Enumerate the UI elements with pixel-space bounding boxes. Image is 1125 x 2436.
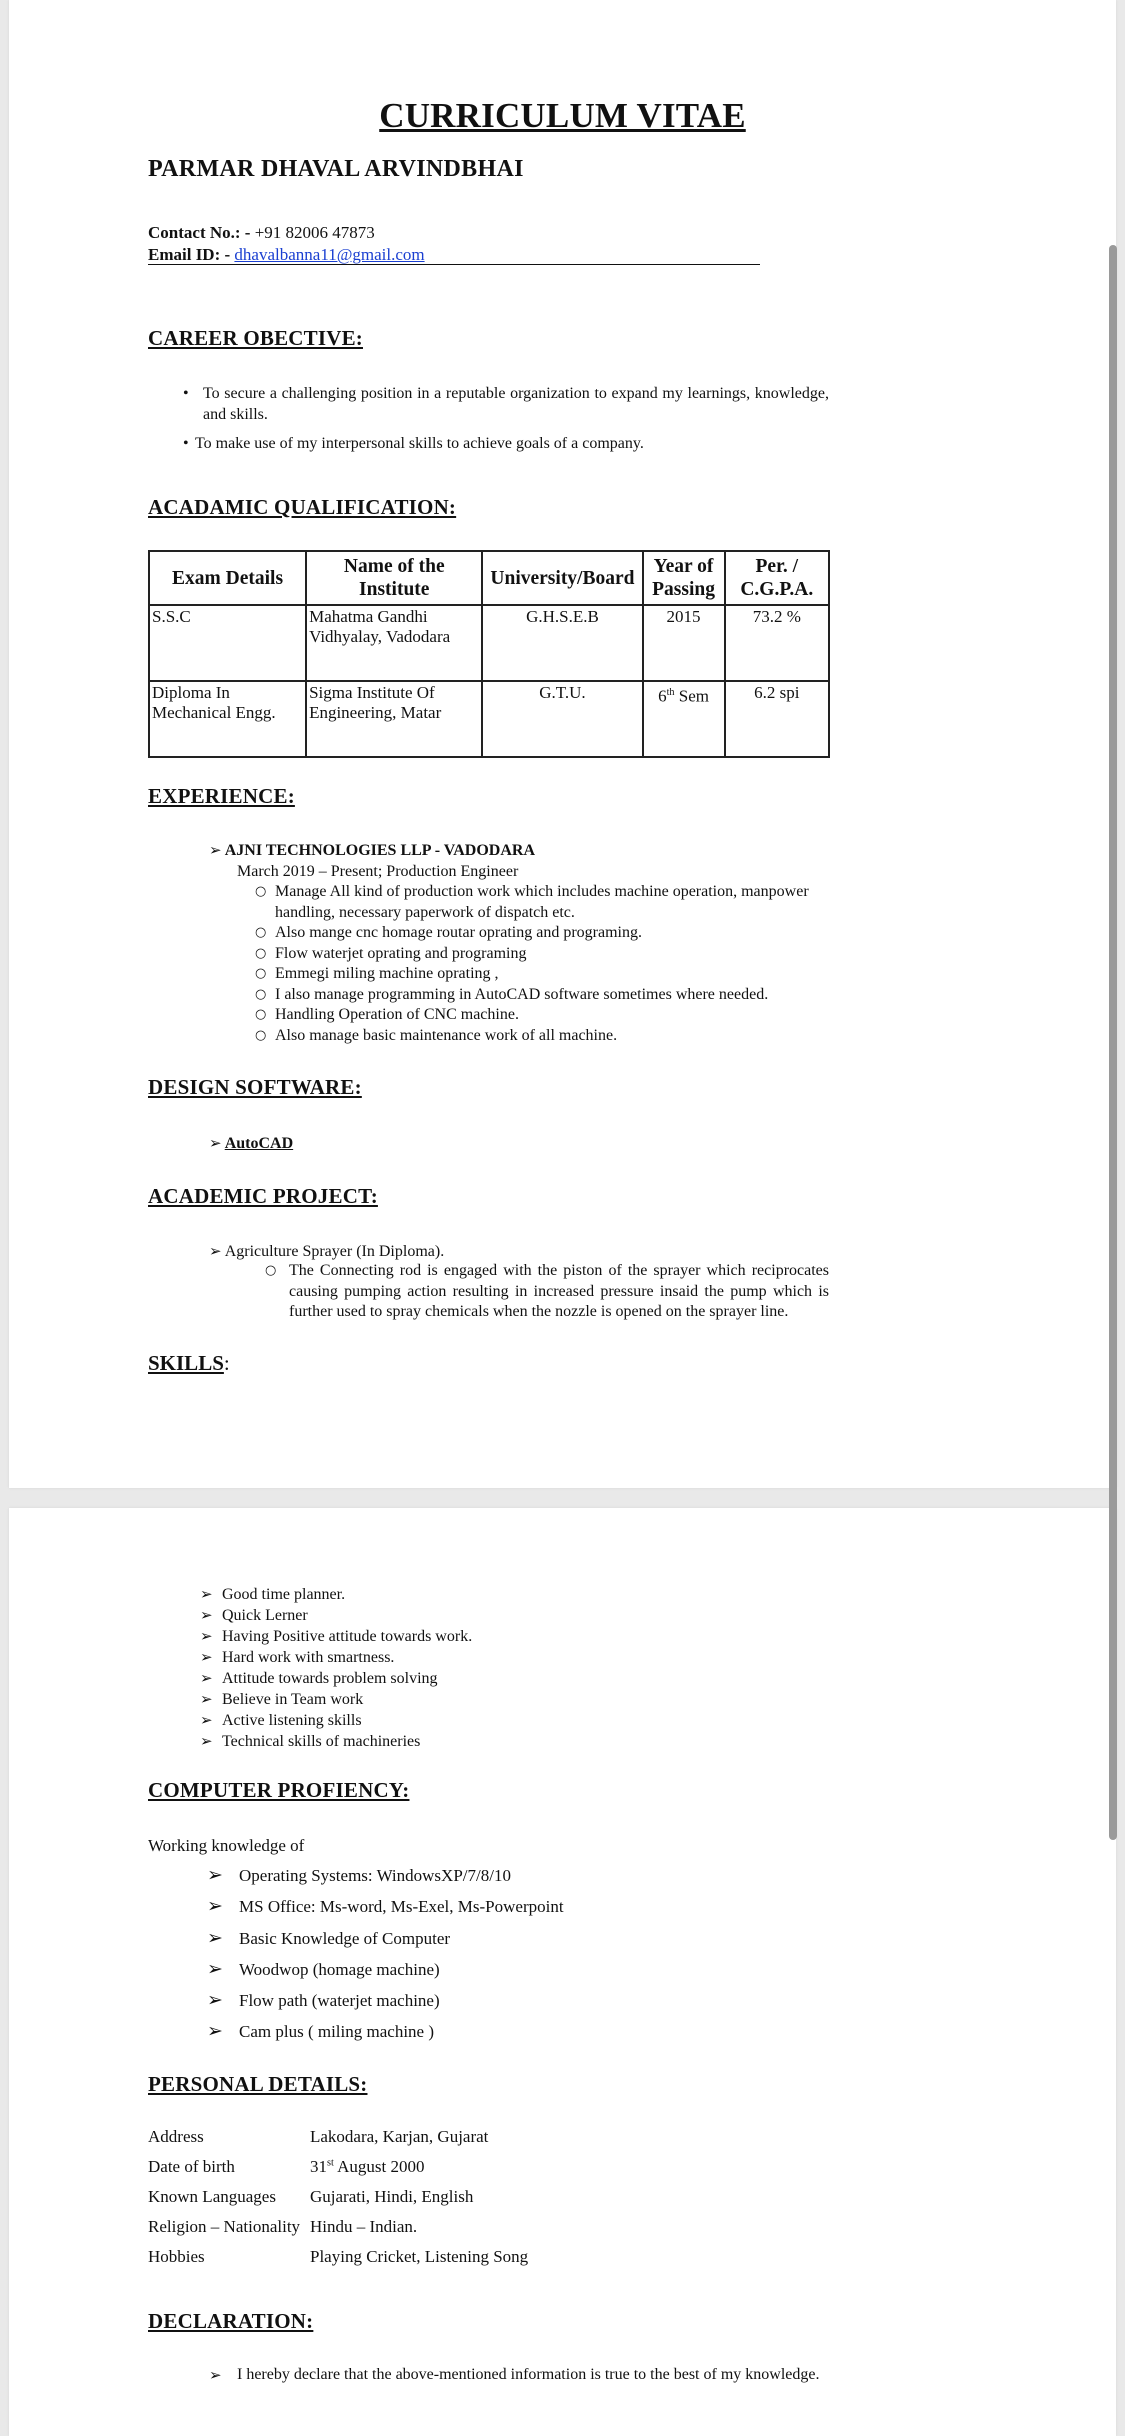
project-description: The Connecting rod is engaged with the piston of the sprayer which reciprocates causing pumping action resulting in increased pressure insaid the pump which is further used to spray chemicals when the nozzle is opened on the sprayer line. — [289, 1262, 829, 1320]
column-header: Per. / C.G.P.A. — [725, 551, 829, 605]
table-row — [149, 681, 829, 757]
computer-skill-text: Flow path (waterjet machine) — [239, 1991, 440, 2011]
circle-bullet-icon: ○ — [255, 966, 267, 981]
personal-details-table — [148, 2122, 528, 2272]
phone-number: +91 82006 47873 — [254, 223, 375, 242]
skill-item — [200, 1605, 472, 1626]
personal-details-heading: PERSONAL DETAILS: — [148, 2072, 368, 2096]
computer-skill-item — [207, 2020, 564, 2051]
computer-skill-text: Operating Systems: WindowsXP/7/8/10 — [239, 1866, 511, 1885]
skill-text: Quick Lerner — [222, 1607, 308, 1624]
detail-label: Date of birth — [148, 2157, 235, 2176]
software-name: AutoCAD — [224, 1135, 294, 1152]
career-objective-heading: CAREER OBECTIVE: — [148, 326, 363, 350]
detail-value: Hindu – Indian. — [310, 2217, 418, 2236]
list-item — [183, 383, 829, 425]
table-cell: 6.2 spi — [725, 681, 829, 757]
table-cell: S.S.C — [149, 605, 306, 681]
computer-skill-text: Basic Knowledge of Computer — [239, 1928, 451, 1948]
candidate-name: PARMAR DHAVAL ARVINDBHAI — [148, 156, 524, 182]
circle-bullet-icon: ○ — [265, 1263, 277, 1278]
computer-intro: Working knowledge of — [148, 1836, 305, 1855]
arrow-bullet-icon: ➢ — [207, 1989, 223, 2012]
skill-text: Attitude towards problem solving — [222, 1670, 438, 1687]
arrow-bullet-icon: ➢ — [207, 1957, 223, 1980]
skill-text: Believe in Team work — [222, 1691, 364, 1708]
duty-item — [255, 882, 835, 923]
skill-item — [200, 1668, 472, 1689]
computer-skill-item — [207, 1927, 564, 1958]
duty-text: Also mange cnc homage routar oprating and programing. — [275, 924, 642, 941]
project-title-line — [209, 1241, 444, 1263]
arrow-bullet-icon: ➢ — [200, 1585, 213, 1603]
scrollbar[interactable] — [1109, 245, 1117, 1840]
qualification-heading: ACADAMIC QUALIFICATION: — [148, 495, 457, 519]
duties-list — [255, 882, 835, 1046]
job-period: March 2019 – Present; Production Engineer — [237, 863, 519, 880]
table-cell: Mahatma Gandhi Vidhyalay, Vadodara — [306, 605, 482, 681]
detail-label: Known Languages — [148, 2187, 276, 2206]
email-link[interactable]: dhavalbanna11@gmail.com — [234, 245, 425, 264]
duty-item — [255, 964, 835, 985]
email-label: Email ID: - — [148, 245, 231, 264]
circle-bullet-icon: ○ — [255, 925, 267, 940]
table-cell: 73.2 % — [725, 605, 829, 681]
skill-text: Good time planner. — [222, 1586, 346, 1603]
circle-bullet-icon: ○ — [255, 986, 267, 1002]
skill-text: Technical skills of machineries — [222, 1733, 421, 1750]
skills-list — [200, 1584, 472, 1752]
circle-bullet-icon: ○ — [255, 884, 267, 899]
detail-value: Gujarati, Hindi, English — [310, 2187, 474, 2206]
arrow-bullet-icon: ➢ — [207, 1864, 223, 1886]
personal-detail-row — [148, 2152, 528, 2182]
computer-skills-list — [207, 1864, 564, 2052]
company-line — [209, 841, 535, 860]
personal-detail-row — [148, 2212, 528, 2242]
arrow-bullet-icon: ➢ — [200, 1690, 213, 1708]
skill-text: Having Positive attitude towards work. — [222, 1628, 473, 1645]
list-item — [183, 433, 829, 454]
table-row — [149, 605, 829, 681]
resume-page-1 — [9, 0, 1116, 1488]
arrow-bullet-icon: ➢ — [200, 1669, 213, 1687]
personal-detail-row — [148, 2182, 528, 2212]
table-cell: G.T.U. — [482, 681, 642, 757]
arrow-bullet-icon: ➢ — [209, 2366, 222, 2384]
qualification-table — [148, 550, 830, 758]
arrow-bullet-icon: ➢ — [209, 1242, 222, 1260]
column-header: University/Board — [482, 551, 642, 605]
duty-item — [255, 944, 835, 965]
skill-item — [200, 1584, 472, 1605]
computer-proficiency-heading: COMPUTER PROFIENCY: — [148, 1778, 410, 1802]
declaration-text: I hereby declare that the above-mentioned information is true to the best of my knowledge. — [237, 2366, 820, 2383]
experience-heading: EXPERIENCE: — [148, 784, 295, 808]
duty-item — [255, 985, 835, 1006]
skill-text: Active listening skills — [222, 1712, 362, 1729]
computer-skill-item — [207, 1895, 564, 1926]
bullet-icon: • — [183, 385, 189, 402]
circle-bullet-icon: ○ — [255, 1007, 267, 1022]
column-header: Exam Details — [149, 551, 306, 605]
computer-skill-text: Cam plus ( miling machine ) — [239, 2022, 434, 2042]
company-name: AJNI TECHNOLOGIES LLP - VADODARA — [224, 842, 535, 859]
table-cell: G.H.S.E.B — [482, 605, 642, 681]
duty-item — [255, 923, 835, 944]
contact-divider — [148, 264, 760, 265]
detail-value: 31st August 2000 — [310, 2157, 425, 2176]
project-title: Agriculture Sprayer (In Diploma). — [224, 1243, 445, 1260]
arrow-bullet-icon: ➢ — [200, 1648, 213, 1666]
table-cell: 6th Sem — [643, 681, 725, 757]
bullet-icon: • — [183, 435, 189, 452]
declaration-item — [209, 2365, 829, 2386]
arrow-bullet-icon: ➢ — [200, 1627, 213, 1645]
duty-item — [255, 1026, 835, 1047]
contact-block — [148, 222, 425, 266]
arrow-bullet-icon: ➢ — [207, 1926, 223, 1949]
duty-text: Emmegi miling machine oprating , — [275, 965, 499, 982]
duty-item — [255, 1005, 835, 1026]
detail-label: Address — [148, 2127, 204, 2146]
circle-bullet-icon: ○ — [255, 1027, 267, 1043]
declaration-heading: DECLARATION: — [148, 2309, 314, 2333]
computer-skill-item — [207, 1989, 564, 2020]
duty-text: Flow waterjet oprating and programing — [275, 944, 527, 962]
career-item-text: To make use of my interpersonal skills to achieve goals of a company. — [195, 435, 644, 452]
career-item-text: To secure a challenging position in a reputable organization to expand my learnings, knowledge, and skills. — [203, 385, 829, 423]
resume-page-2 — [9, 1508, 1116, 2436]
phone-label: Contact No.: - — [148, 223, 251, 242]
arrow-bullet-icon: ➢ — [200, 1732, 213, 1750]
skill-item — [200, 1731, 472, 1752]
personal-detail-row — [148, 2122, 528, 2152]
document-title: CURRICULUM VITAE — [379, 96, 746, 135]
skill-item — [200, 1626, 472, 1647]
computer-skill-text: Woodwop (homage machine) — [239, 1959, 440, 1979]
duty-text: Also manage basic maintenance work of all machine. — [275, 1026, 618, 1044]
skills-heading: SKILLS: — [148, 1351, 230, 1375]
career-objective-list — [183, 383, 829, 454]
skill-item — [200, 1710, 472, 1731]
design-software-heading: DESIGN SOFTWARE: — [148, 1075, 362, 1099]
computer-skill-item — [207, 1864, 564, 1895]
computer-skill-text: MS Office: Ms-word, Ms-Exel, Ms-Powerpoint — [239, 1897, 564, 1917]
detail-label: Hobbies — [148, 2247, 205, 2266]
arrow-bullet-icon: ➢ — [209, 1134, 222, 1152]
column-header: Year of Passing — [643, 551, 725, 605]
arrow-bullet-icon: ➢ — [209, 841, 222, 859]
table-cell: Diploma In Mechanical Engg. — [149, 681, 306, 757]
circle-bullet-icon: ○ — [255, 945, 267, 961]
column-header: Name of the Institute — [306, 551, 482, 605]
arrow-bullet-icon: ➢ — [200, 1606, 213, 1624]
duty-text: I also manage programming in AutoCAD software sometimes where needed. — [275, 985, 769, 1003]
duty-text: Handling Operation of CNC machine. — [275, 1006, 519, 1023]
detail-label: Religion – Nationality — [148, 2217, 301, 2236]
software-item — [209, 1134, 293, 1153]
arrow-bullet-icon: ➢ — [207, 1895, 223, 1918]
detail-value: Playing Cricket, Listening Song — [310, 2247, 529, 2266]
academic-project-heading: ACADEMIC PROJECT: — [148, 1184, 378, 1208]
personal-detail-row — [148, 2242, 528, 2272]
table-cell: Sigma Institute Of Engineering, Matar — [306, 681, 482, 757]
table-cell: 2015 — [643, 605, 725, 681]
skill-item — [200, 1689, 472, 1710]
detail-value: Lakodara, Karjan, Gujarat — [310, 2127, 489, 2146]
table-header-row — [149, 551, 829, 605]
project-description-item — [265, 1261, 829, 1323]
duty-text: Manage All kind of production work which includes machine operation, manpower handling, necessary paperwork of dispatch etc. — [275, 883, 809, 921]
computer-skill-item — [207, 1958, 564, 1989]
skill-text: Hard work with smartness. — [222, 1649, 395, 1666]
skill-item — [200, 1647, 472, 1668]
arrow-bullet-icon: ➢ — [207, 2020, 223, 2043]
arrow-bullet-icon: ➢ — [200, 1711, 213, 1729]
